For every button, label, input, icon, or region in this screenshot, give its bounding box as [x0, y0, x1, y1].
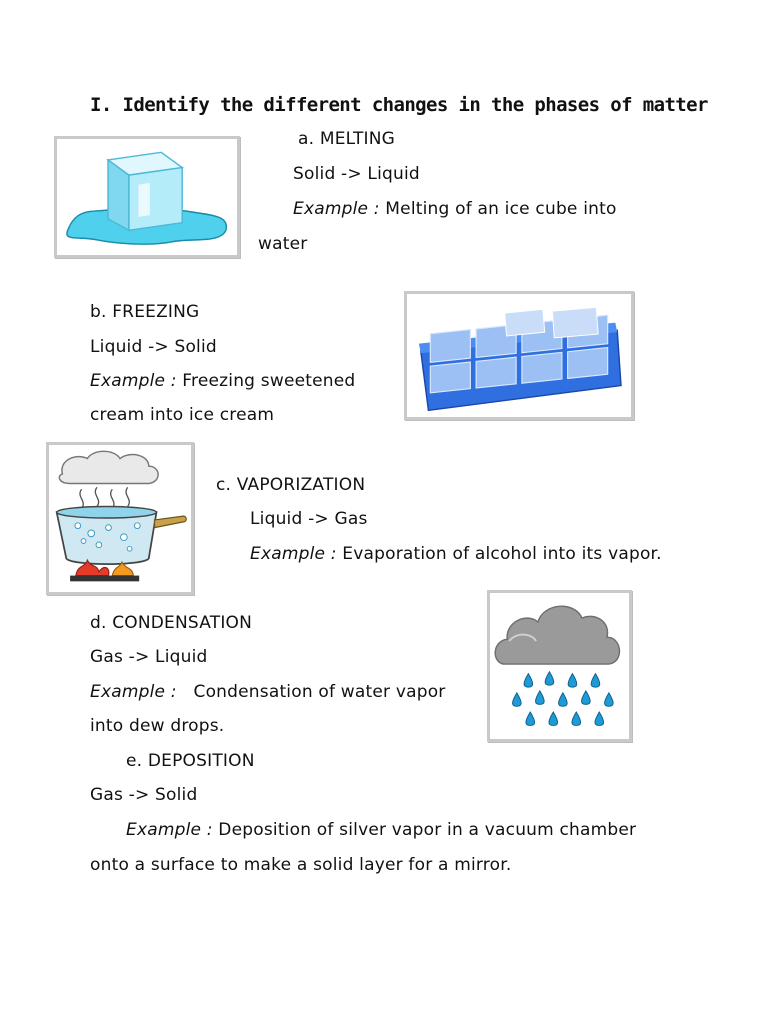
deposition-example	[126, 820, 636, 840]
melting-title: a. MELTING	[298, 129, 396, 149]
condensation-title: d. CONDENSATION	[90, 613, 253, 633]
deposition-title: e. DEPOSITION	[126, 751, 255, 771]
vaporization-example-label: Example :	[250, 544, 337, 564]
freezing-example-label: Example :	[90, 371, 177, 391]
condensation-picture	[487, 590, 632, 742]
condensation-example-text: Condensation of water vapor	[176, 682, 446, 702]
freezing-picture	[404, 291, 634, 420]
freezing-example-continued: cream into ice cream	[90, 405, 275, 425]
deposition-example-continued: onto a surface to make a solid layer for a mirror.	[90, 855, 512, 875]
melting-example	[293, 199, 617, 219]
vaporization-example	[250, 544, 662, 564]
vaporization-example-text: Evaporation of alcohol into its vapor.	[336, 544, 662, 564]
melting-example-text: Melting of an ice cube into	[379, 199, 617, 219]
melting-example-continued: water	[258, 234, 308, 254]
condensation-example	[90, 682, 446, 702]
deposition-change: Gas -> Solid	[90, 785, 198, 805]
melting-example-label: Example :	[293, 199, 380, 219]
boiling-pot-icon	[49, 445, 191, 592]
worksheet-heading: I. Identify the different changes in the phases of matter	[90, 94, 708, 116]
vaporization-title: c. VAPORIZATION	[216, 475, 366, 495]
condensation-example-label: Example :	[90, 682, 177, 702]
vaporization-picture	[46, 442, 194, 595]
freezing-change: Liquid -> Solid	[90, 337, 217, 357]
vaporization-change: Liquid -> Gas	[250, 509, 368, 529]
freezing-example-text: Freezing sweetened	[176, 371, 356, 391]
condensation-change: Gas -> Liquid	[90, 647, 208, 667]
freezing-title: b. FREEZING	[90, 302, 200, 322]
ice-cube-melting-icon	[57, 139, 237, 255]
deposition-example-label: Example :	[126, 820, 213, 840]
condensation-example-continued: into dew drops.	[90, 716, 225, 736]
rain-cloud-icon	[490, 593, 629, 739]
melting-change: Solid -> Liquid	[293, 164, 420, 184]
deposition-example-text: Deposition of silver vapor in a vacuum chamber	[212, 820, 637, 840]
freezing-example	[90, 371, 355, 391]
ice-cube-tray-icon	[407, 294, 631, 417]
melting-picture	[54, 136, 240, 258]
